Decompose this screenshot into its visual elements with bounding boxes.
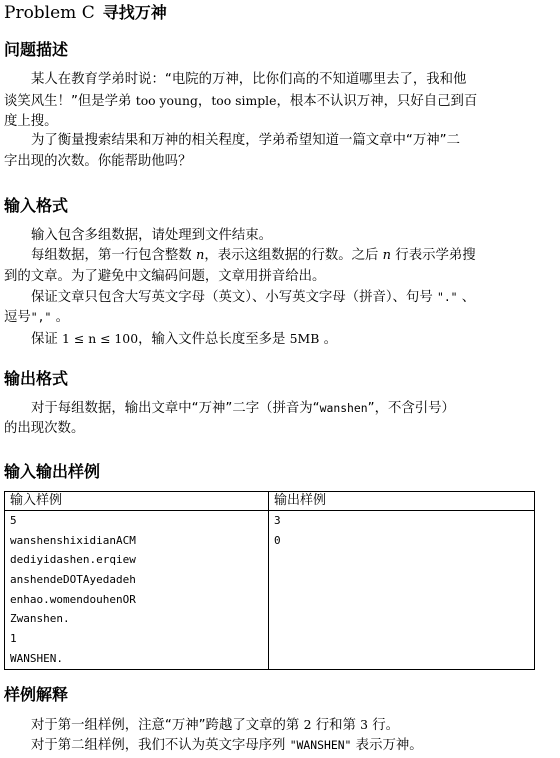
- sample-heading: 输入输出样例: [4, 462, 101, 481]
- sample-input-line: 1: [10, 632, 17, 646]
- output-heading: 输出格式: [4, 369, 69, 388]
- sample-input-line: dediyidashen.erqiew: [10, 553, 136, 567]
- sample-input-line: wanshenshixidianACM: [10, 533, 136, 547]
- input-heading: 输入格式: [4, 196, 69, 215]
- problem-name: 寻找万神: [102, 3, 167, 22]
- description-line-3: 度上搜。: [4, 114, 58, 129]
- sample-input-line: Zwanshen.: [10, 612, 70, 626]
- explanation-line-1: 对于第一组样例，注意“万神”跨越了文章的第 2 行和第 3 行。: [31, 717, 400, 733]
- sample-input-line: 5: [10, 514, 17, 527]
- description-line-2: 谈笑风生！”但是学弟 too young，too simple，根本不认识万神，只好自己到百: [4, 93, 478, 109]
- problem-title: [4, 2, 167, 24]
- input-line-6: 保证 1 ≤ n ≤ 100，输入文件总长度至多是 5MB 。: [31, 331, 337, 347]
- sample-table: [4, 491, 535, 670]
- sample-input-cell: [5, 511, 269, 670]
- sample-input-line: enhao.womendouhenOR: [10, 592, 136, 606]
- sample-output-header: 输出样例: [269, 492, 535, 511]
- input-line-2: 每组数据，第一行包含整数 n，表示这组数据的行数。之后 n 行表示学弟搜: [31, 248, 476, 263]
- input-line-3: 到的文章。为了避免中文编码问题，文章用拼音给出。: [4, 269, 326, 284]
- sample-input-header: 输入样例: [5, 492, 269, 511]
- explanation-line-2: 对于第二组样例，我们不认为英文字母序列 "WANSHEN" 表示万神。: [31, 738, 423, 753]
- output-line-1: 对于每组数据，输出文章中“万神”二字（拼音为“wanshen”，不含引号）: [31, 401, 455, 416]
- description-line-4: 为了衡量搜索结果和万神的相关程度，学弟希望知道一篇文章中“万神”二: [31, 133, 460, 148]
- input-line-1: 输入包含多组数据，请处理到文件结束。: [31, 228, 273, 243]
- output-line-2: 的出现次数。: [4, 421, 85, 436]
- description-line-1: 某人在教育学弟时说：“电院的万神，比你们高的不知道哪里去了，我和他: [31, 72, 467, 87]
- input-line-4: 保证文章只包含大写英文字母（英文）、小写英文字母（拼音）、句号 "." 、: [31, 290, 476, 305]
- input-line-5: 逗号"," 。: [4, 310, 70, 325]
- sample-output-line: 3: [274, 514, 281, 527]
- sample-output-cell: [269, 511, 535, 670]
- description-heading: 问题描述: [4, 40, 69, 59]
- problem-label: Problem C: [4, 3, 95, 23]
- sample-output-line: 0: [274, 533, 281, 547]
- description-line-5: 字出现的次数。你能帮助他吗？: [4, 154, 192, 169]
- sample-input-line: anshendeDOTAyedadeh: [10, 573, 136, 587]
- explanation-heading: 样例解释: [4, 685, 69, 704]
- sample-input-line: WANSHEN.: [10, 651, 63, 665]
